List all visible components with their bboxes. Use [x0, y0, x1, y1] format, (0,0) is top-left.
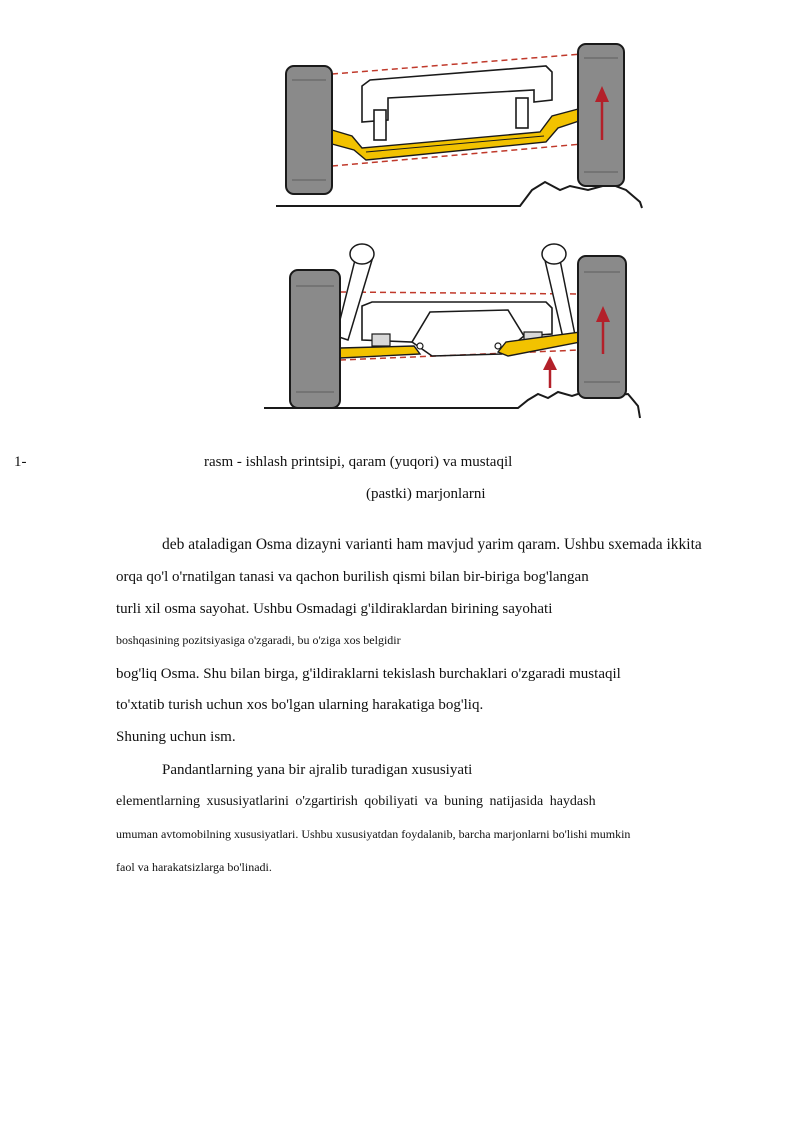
solid-axle-suspension-figure	[270, 40, 650, 212]
body-line: faol va harakatsizlarga bo'linadi.	[116, 860, 272, 874]
independent-suspension-icon	[262, 236, 650, 424]
body-line: Shuning uchun ism.	[116, 729, 236, 745]
figure-caption-line-2: (pastki) marjonlarni	[366, 486, 486, 502]
body-line: elementlarning xususiyatlarini o'zgartirish qobiliyati va buning natijasida haydash	[116, 794, 596, 809]
body-line: Pandantlarning yana bir ajralib turadigan xususiyati	[162, 762, 473, 778]
body-line: to'xtatib turish uchun xos bo'lgan ularning harakatiga bog'liq.	[116, 697, 484, 713]
solid-axle-suspension-icon	[270, 40, 650, 212]
figure-number: 1-	[14, 454, 27, 470]
figure-caption-line-1: rasm - ishlash printsipi, qaram (yuqori) va mustaqil	[204, 454, 513, 470]
body-line: orqa qo'l o'rnatilgan tanasi va qachon burilish qismi bilan bir-biriga bog'langan	[116, 569, 589, 585]
independent-suspension-figure	[262, 236, 650, 424]
body-line: umuman avtomobilning xususiyatlari. Ushbu xususiyatdan foydalanib, barcha marjonlarni bo'lishi mumkin	[116, 827, 631, 841]
body-line: deb ataladigan Osma dizayni varianti ham mavjud yarim qaram. Ushbu sxemada ikkita	[162, 536, 702, 553]
body-line: turli xil osma sayohat. Ushbu Osmadagi g'ildiraklardan birining sayohati	[116, 601, 553, 617]
body-line: boshqasining pozitsiyasiga o'zgaradi, bu o'ziga xos belgidir	[116, 633, 401, 647]
body-line: bog'liq Osma. Shu bilan birga, g'ildiraklarni tekislash burchaklari o'zgaradi mustaqil	[116, 666, 621, 682]
